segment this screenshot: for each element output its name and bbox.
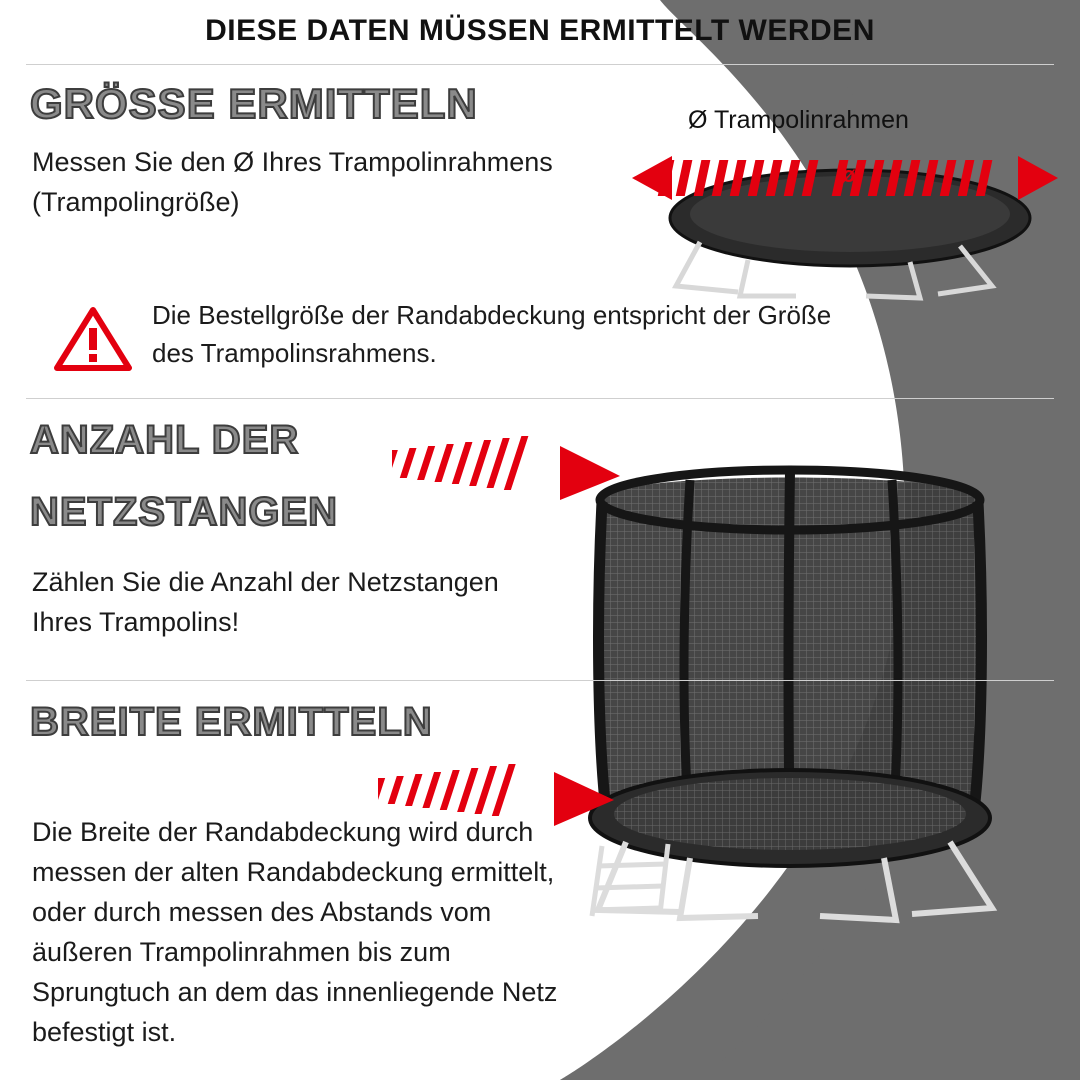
section-body-poles: Zählen Sie die Anzahl der Netzstangen Ihres Trampolins! [32,567,499,637]
header-title-text: DIESE DATEN MÜSSEN ERMITTELT WERDEN [205,14,875,47]
trampoline-top-diagram [620,106,1070,310]
warning-text: Die Bestellgröße der Randabdeckung entspricht der Größe des Trampolinsrahmens. [152,300,832,368]
divider-top [26,64,1054,65]
section-heading-poles-line1: ANZAHL DER [30,418,300,462]
warning-triangle-icon [54,306,132,372]
arrow-to-width [378,760,618,830]
page-title [0,14,1080,48]
divider-mid-1 [26,398,1054,399]
section-heading-width: BREITE ERMITTELN [30,700,433,744]
trampoline-net-diagram [540,440,1080,960]
divider-mid-2 [26,680,1054,681]
section-body-width: Die Breite der Randabdeckung wird durch messen der alten Randabdeckung ermittelt, oder durch messen des Abstands vom äußeren Trampolinrahmen bis zum Sprungtuch an dem das innenliegende Netz befestigt ist. [32,817,558,1047]
diagram-label-diameter: Ø Trampolinrahmen [688,106,909,134]
section-heading-poles-line2: NETZSTANGEN [30,490,339,534]
section-body-size: Messen Sie den Ø Ihres Trampolinrahmens (Trampolingröße) [32,147,553,217]
diameter-marker: ø [842,162,856,187]
section-heading-size: GRÖSSE ERMITTELN [30,80,478,127]
